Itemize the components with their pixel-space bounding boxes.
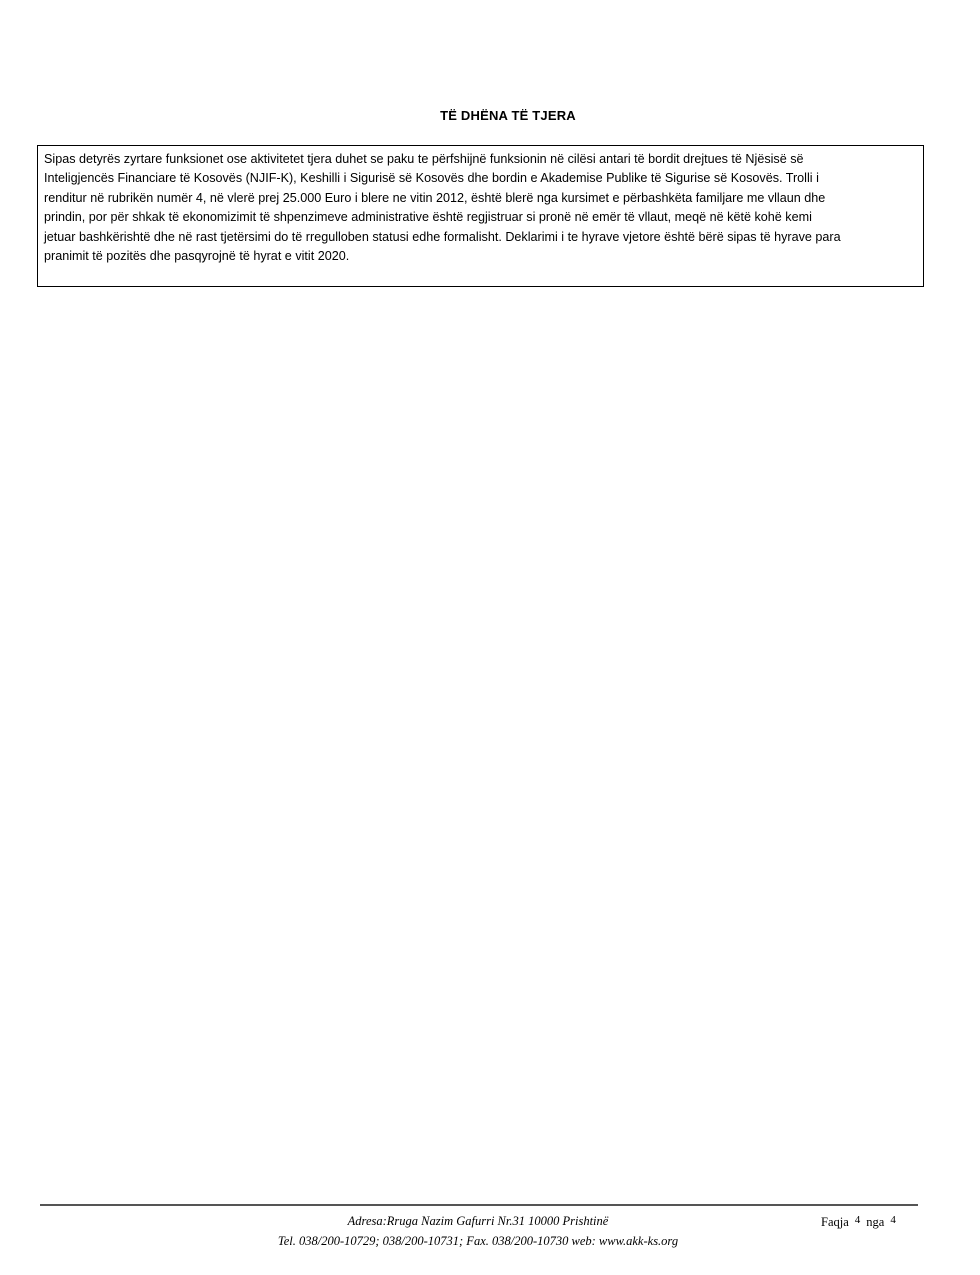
footer-address-line: Adresa:Rruga Nazim Gafurri Nr.31 10000 Prishtinë <box>347 1214 609 1228</box>
footer-contact-line: Tel. 038/200-10729; 038/200-10731; Fax. 038/200-10730 web: www.akk-ks.org <box>277 1234 679 1248</box>
info-box <box>37 145 924 287</box>
footer-divider <box>40 1204 918 1206</box>
page-total: 4 <box>890 1214 896 1226</box>
page-label: Faqja <box>821 1215 849 1229</box>
section-title: TË DHËNA TË TJERA <box>440 108 576 123</box>
page-number <box>821 1214 902 1231</box>
page-current: 4 <box>854 1214 861 1226</box>
page-of-label: nga <box>866 1215 885 1229</box>
footer-address-block <box>0 1211 956 1251</box>
info-text: Sipas detyrës zyrtare funksionet ose aktivitetet tjera duhet se paku te përfshijnë funksionin në cilësi antari të bordit drejtues të Njësisë së Inteligjencës Financiare të Kosovës (NJIF-K), Keshilli i Sigurisë së Kosovës dhe bordin e Akademise Publike të Sigurise së Kosovës. Trolli i renditur në rubrikën numër 4, në vlerë prej 25.000 Euro i blere ne vitin 2012, është blerë nga kursimet e përbashkëta familjare me vllaun dhe prindin, por për shkak të ekonomizimit të shpenzimeve administrative është regjistruar si pronë në emër të vllaut, meqë në këtë kohë kemi jetuar bashkërishtë dhe në rast tjetërsimi do të rregulloben statusi edhe formalisht. Deklarimi i te hyrave vjetore është bërë sipas të hyrave para pranimit të pozitës dhe pasqyrojnë të hyrat e vitit 2020. <box>44 152 841 264</box>
